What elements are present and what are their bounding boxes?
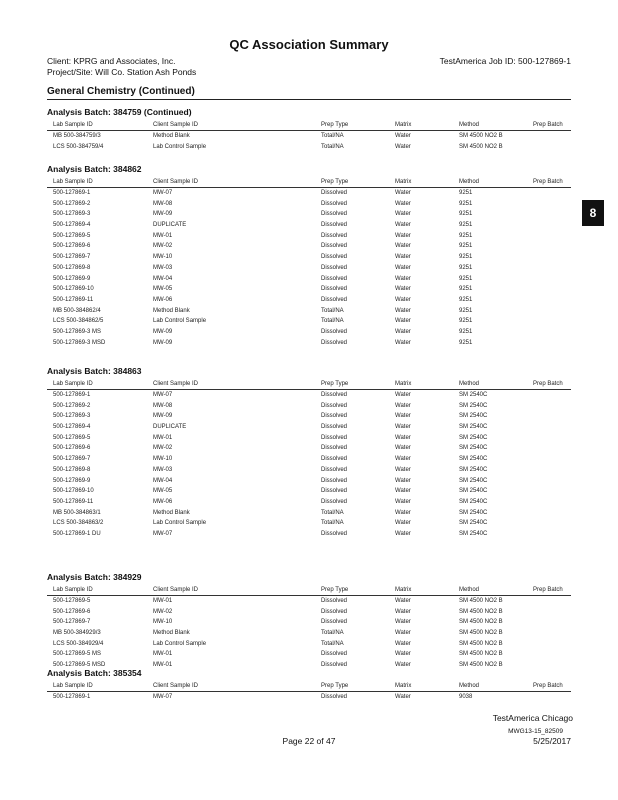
- table-row: [47, 411, 571, 422]
- cell-matrix: Water: [395, 286, 411, 293]
- cell-prep-type: Dissolved: [321, 651, 348, 658]
- cell-prep-type: Dissolved: [321, 598, 348, 604]
- cell-matrix: Water: [395, 640, 411, 647]
- cell-client-sample-id: MW-09: [153, 211, 173, 218]
- table-row: [47, 401, 571, 412]
- batch-title: Analysis Batch: 384863: [47, 366, 142, 376]
- cell-prep-type: Dissolved: [321, 456, 348, 463]
- cell-prep-type: Dissolved: [321, 608, 348, 615]
- cell-client-sample-id: MW-02: [153, 608, 173, 615]
- cell-prep-type: Total/NA: [321, 307, 344, 314]
- column-header-matrix: Matrix: [395, 381, 412, 387]
- cell-matrix: Water: [395, 264, 411, 271]
- cell-lab-sample-id: LCS 500-384929/4: [53, 640, 104, 647]
- table-row: [47, 497, 571, 508]
- cell-lab-sample-id: 500-127869-3 MS: [53, 328, 102, 335]
- cell-matrix: Water: [395, 296, 411, 303]
- column-header-prep-type: Prep Type: [321, 179, 349, 185]
- job-id: TestAmerica Job ID: 500-127869-1: [439, 56, 571, 66]
- cell-client-sample-id: MW-07: [153, 190, 173, 196]
- cell-prep-type: Dissolved: [321, 254, 348, 261]
- cell-prep-type: Dissolved: [321, 402, 348, 409]
- cell-matrix: Water: [395, 190, 411, 196]
- analysis-batch: [47, 365, 571, 540]
- section-title: General Chemistry (Continued): [47, 86, 195, 97]
- cell-method: SM 2540C: [459, 445, 488, 452]
- cell-client-sample-id: MW-05: [153, 286, 173, 293]
- cell-client-sample-id: Lab Control Sample: [153, 520, 207, 527]
- cell-matrix: Water: [395, 211, 411, 218]
- cell-method: 9251: [459, 275, 473, 282]
- cell-method: 9251: [459, 307, 473, 314]
- cell-prep-type: Dissolved: [321, 328, 348, 335]
- cell-matrix: Water: [395, 232, 411, 239]
- column-header-method: Method: [459, 587, 480, 593]
- cell-matrix: Water: [395, 456, 411, 463]
- cell-matrix: Water: [395, 598, 411, 604]
- table-row: [47, 518, 571, 529]
- column-header-lab-sample-id: Lab Sample ID: [53, 122, 93, 128]
- cell-lab-sample-id: 500-127869-10: [53, 286, 94, 293]
- cell-method: SM 2540C: [459, 488, 488, 495]
- cell-client-sample-id: MW-03: [153, 466, 173, 473]
- cell-method: 9251: [459, 318, 473, 325]
- cell-method: 9251: [459, 254, 473, 261]
- cell-method: 9251: [459, 190, 473, 196]
- column-header-client-sample-id: Client Sample ID: [153, 587, 199, 593]
- table-row: [47, 454, 571, 465]
- cell-client-sample-id: MW-06: [153, 296, 173, 303]
- table-row: [47, 596, 571, 607]
- table-row: [47, 508, 571, 519]
- column-header-matrix: Matrix: [395, 683, 412, 689]
- cell-lab-sample-id: LCS 500-384759/4: [53, 143, 104, 150]
- table-header-row: [47, 585, 571, 596]
- cell-matrix: Water: [395, 222, 411, 229]
- cell-client-sample-id: MW-09: [153, 328, 173, 335]
- cell-prep-type: Dissolved: [321, 488, 348, 495]
- cell-lab-sample-id: 500-127869-4: [53, 222, 91, 229]
- table-row: [47, 327, 571, 338]
- cell-client-sample-id: Lab Control Sample: [153, 143, 207, 150]
- table-row: [47, 241, 571, 252]
- cell-lab-sample-id: 500-127869-7: [53, 456, 91, 463]
- footer-lab-name: TestAmerica Chicago: [492, 713, 573, 723]
- cell-lab-sample-id: 500-127869-5 MSD: [53, 662, 106, 669]
- table-row: [47, 639, 571, 650]
- table-row: [47, 188, 571, 199]
- cell-method: SM 4500 NO2 B: [459, 133, 503, 139]
- cell-client-sample-id: MW-01: [153, 434, 173, 441]
- cell-prep-type: Total/NA: [321, 133, 344, 139]
- cell-matrix: Water: [395, 328, 411, 335]
- cell-matrix: Water: [395, 413, 411, 420]
- table-row: [47, 220, 571, 231]
- cell-client-sample-id: MW-07: [153, 530, 173, 537]
- cell-client-sample-id: Method Blank: [153, 509, 190, 516]
- section-tab-marker: 8: [582, 200, 604, 226]
- column-header-prep-type: Prep Type: [321, 587, 349, 593]
- cell-prep-type: Total/NA: [321, 630, 344, 637]
- cell-lab-sample-id: 500-127869-5: [53, 434, 91, 441]
- cell-client-sample-id: MW-07: [153, 694, 173, 700]
- cell-client-sample-id: MW-04: [153, 477, 173, 484]
- table-row: [47, 284, 571, 295]
- cell-matrix: Water: [395, 608, 411, 615]
- analysis-batch: [47, 163, 571, 348]
- table-row: [47, 486, 571, 497]
- table-header-row: [47, 120, 571, 131]
- cell-client-sample-id: MW-10: [153, 456, 173, 463]
- cell-client-sample-id: Method Blank: [153, 630, 190, 637]
- cell-matrix: Water: [395, 662, 411, 669]
- cell-client-sample-id: MW-01: [153, 662, 173, 669]
- cell-prep-type: Dissolved: [321, 200, 348, 207]
- cell-client-sample-id: MW-01: [153, 232, 173, 239]
- page-title: QC Association Summary: [229, 37, 389, 52]
- cell-matrix: Water: [395, 477, 411, 484]
- column-header-client-sample-id: Client Sample ID: [153, 381, 199, 387]
- column-header-prep-batch: Prep Batch: [533, 683, 563, 689]
- cell-method: SM 2540C: [459, 477, 488, 484]
- cell-matrix: Water: [395, 275, 411, 282]
- cell-prep-type: Total/NA: [321, 640, 344, 647]
- analysis-batch: [47, 667, 571, 703]
- cell-method: SM 4500 NO2 B: [459, 143, 503, 150]
- column-header-method: Method: [459, 122, 480, 128]
- cell-client-sample-id: Method Blank: [153, 307, 190, 314]
- analysis-batch: [47, 571, 571, 671]
- cell-client-sample-id: MW-02: [153, 243, 173, 250]
- cell-method: SM 2540C: [459, 392, 488, 398]
- cell-method: 9251: [459, 286, 473, 293]
- cell-client-sample-id: MW-08: [153, 200, 173, 207]
- client-block: [47, 56, 196, 78]
- table-row: [47, 316, 571, 327]
- cell-client-sample-id: MW-05: [153, 488, 173, 495]
- cell-method: SM 2540C: [459, 402, 488, 409]
- cell-lab-sample-id: 500-127869-8: [53, 466, 91, 473]
- cell-lab-sample-id: 500-127869-10: [53, 488, 94, 495]
- cell-method: 9251: [459, 243, 473, 250]
- cell-prep-type: Dissolved: [321, 662, 348, 669]
- cell-method: SM 4500 NO2 B: [459, 640, 503, 647]
- batch-title: Analysis Batch: 384759 (Continued): [47, 107, 192, 117]
- table-row: [47, 252, 571, 263]
- cell-client-sample-id: MW-07: [153, 392, 173, 398]
- cell-lab-sample-id: 500-127869-4: [53, 424, 91, 431]
- cell-matrix: Water: [395, 630, 411, 637]
- client-name: Client: KPRG and Associates, Inc.: [47, 56, 176, 66]
- cell-prep-type: Dissolved: [321, 264, 348, 271]
- column-header-lab-sample-id: Lab Sample ID: [53, 179, 93, 185]
- cell-method: SM 4500 NO2 B: [459, 619, 503, 626]
- cell-matrix: Water: [395, 318, 411, 325]
- column-header-prep-type: Prep Type: [321, 381, 349, 387]
- cell-prep-type: Dissolved: [321, 694, 348, 700]
- cell-matrix: Water: [395, 133, 411, 139]
- cell-matrix: Water: [395, 434, 411, 441]
- column-header-prep-batch: Prep Batch: [533, 381, 563, 387]
- cell-client-sample-id: MW-06: [153, 498, 173, 505]
- column-header-client-sample-id: Client Sample ID: [153, 683, 199, 689]
- cell-matrix: Water: [395, 339, 411, 346]
- column-header-prep-batch: Prep Batch: [533, 122, 563, 128]
- cell-lab-sample-id: 500-127869-9: [53, 477, 91, 484]
- cell-matrix: Water: [395, 402, 411, 409]
- cell-lab-sample-id: 500-127869-2: [53, 200, 91, 207]
- cell-lab-sample-id: 500-127869-6: [53, 243, 91, 250]
- cell-client-sample-id: DUPLICATE: [153, 424, 187, 431]
- cell-method: SM 4500 NO2 B: [459, 662, 503, 669]
- cell-method: SM 4500 NO2 B: [459, 608, 503, 615]
- cell-prep-type: Dissolved: [321, 339, 348, 346]
- cell-client-sample-id: MW-04: [153, 275, 173, 282]
- cell-lab-sample-id: MB 500-384863/1: [53, 509, 101, 516]
- cell-lab-sample-id: 500-127869-6: [53, 608, 91, 615]
- cell-lab-sample-id: 500-127869-8: [53, 264, 91, 271]
- table-row: [47, 443, 571, 454]
- project-site: Project/Site: Will Co. Station Ash Ponds: [47, 67, 197, 77]
- cell-client-sample-id: DUPLICATE: [153, 222, 187, 229]
- cell-method: SM 2540C: [459, 520, 488, 527]
- table-row: [47, 274, 571, 285]
- cell-matrix: Water: [395, 424, 411, 431]
- cell-client-sample-id: MW-09: [153, 413, 173, 420]
- cell-matrix: Water: [395, 619, 411, 626]
- cell-lab-sample-id: MB 500-384929/3: [53, 630, 101, 637]
- table-row: [47, 231, 571, 242]
- cell-method: SM 2540C: [459, 498, 488, 505]
- column-header-method: Method: [459, 683, 480, 689]
- cell-matrix: Water: [395, 694, 411, 700]
- cell-client-sample-id: MW-02: [153, 445, 173, 452]
- cell-lab-sample-id: 500-127869-5: [53, 232, 91, 239]
- cell-matrix: Water: [395, 488, 411, 495]
- column-header-method: Method: [459, 179, 480, 185]
- cell-lab-sample-id: MB 500-384862/4: [53, 307, 101, 314]
- document-code: MWG13-15_82509: [508, 728, 563, 735]
- table-header-row: [47, 379, 571, 390]
- column-header-prep-batch: Prep Batch: [533, 587, 563, 593]
- cell-matrix: Water: [395, 651, 411, 658]
- table-row: [47, 649, 571, 660]
- analysis-batch: [47, 106, 571, 152]
- cell-method: 9251: [459, 328, 473, 335]
- cell-matrix: Water: [395, 498, 411, 505]
- table-row: [47, 306, 571, 317]
- column-header-matrix: Matrix: [395, 179, 412, 185]
- cell-method: SM 2540C: [459, 530, 488, 537]
- cell-method: SM 4500 NO2 B: [459, 630, 503, 637]
- cell-client-sample-id: MW-10: [153, 254, 173, 261]
- cell-prep-type: Dissolved: [321, 477, 348, 484]
- cell-matrix: Water: [395, 466, 411, 473]
- cell-matrix: Water: [395, 254, 411, 261]
- column-header-prep-type: Prep Type: [321, 122, 349, 128]
- cell-client-sample-id: Lab Control Sample: [153, 318, 207, 325]
- batch-title: Analysis Batch: 384929: [47, 572, 142, 582]
- cell-prep-type: Total/NA: [321, 520, 344, 527]
- cell-prep-type: Dissolved: [321, 445, 348, 452]
- table-row: [47, 433, 571, 444]
- page-number: Page 22 of 47: [282, 736, 336, 746]
- table-row: [47, 529, 571, 540]
- table-row: [47, 617, 571, 628]
- cell-matrix: Water: [395, 530, 411, 537]
- cell-method: SM 2540C: [459, 413, 488, 420]
- table-row: [47, 607, 571, 618]
- cell-client-sample-id: MW-01: [153, 598, 173, 604]
- cell-prep-type: Dissolved: [321, 232, 348, 239]
- cell-prep-type: Dissolved: [321, 190, 348, 196]
- cell-client-sample-id: MW-08: [153, 402, 173, 409]
- cell-prep-type: Dissolved: [321, 530, 348, 537]
- table-row: [47, 390, 571, 401]
- column-header-lab-sample-id: Lab Sample ID: [53, 381, 93, 387]
- cell-lab-sample-id: 500-127869-1: [53, 190, 91, 196]
- cell-lab-sample-id: 500-127869-3 MSD: [53, 339, 106, 346]
- cell-lab-sample-id: 500-127869-1 DU: [53, 530, 101, 537]
- table-row: [47, 295, 571, 306]
- cell-prep-type: Dissolved: [321, 619, 348, 626]
- cell-method: 9251: [459, 211, 473, 218]
- cell-client-sample-id: Lab Control Sample: [153, 640, 207, 647]
- cell-method: SM 2540C: [459, 466, 488, 473]
- cell-prep-type: Dissolved: [321, 222, 348, 229]
- cell-lab-sample-id: 500-127869-6: [53, 445, 91, 452]
- cell-client-sample-id: MW-10: [153, 619, 173, 626]
- cell-matrix: Water: [395, 200, 411, 207]
- table-row: [47, 338, 571, 349]
- cell-prep-type: Dissolved: [321, 243, 348, 250]
- cell-lab-sample-id: 500-127869-3: [53, 413, 91, 420]
- cell-prep-type: Dissolved: [321, 466, 348, 473]
- table-row: [47, 465, 571, 476]
- cell-prep-type: Dissolved: [321, 424, 348, 431]
- batch-title: Analysis Batch: 385354: [47, 668, 142, 678]
- table-row: [47, 476, 571, 487]
- batch-title: Analysis Batch: 384862: [47, 164, 142, 174]
- cell-prep-type: Total/NA: [321, 509, 344, 516]
- column-header-prep-type: Prep Type: [321, 683, 349, 689]
- section-divider: [47, 99, 571, 100]
- column-header-method: Method: [459, 381, 480, 387]
- cell-lab-sample-id: 500-127869-7: [53, 619, 91, 626]
- table-header-row: [47, 681, 571, 692]
- cell-method: 9251: [459, 296, 473, 303]
- cell-lab-sample-id: 500-127869-11: [53, 498, 94, 505]
- cell-prep-type: Total/NA: [321, 143, 344, 150]
- cell-client-sample-id: MW-09: [153, 339, 173, 346]
- cell-prep-type: Dissolved: [321, 413, 348, 420]
- cell-method: SM 2540C: [459, 509, 488, 516]
- table-row: [47, 142, 571, 153]
- table-row: [47, 692, 571, 703]
- column-header-lab-sample-id: Lab Sample ID: [53, 683, 93, 689]
- table-row: [47, 263, 571, 274]
- cell-lab-sample-id: 500-127869-7: [53, 254, 91, 261]
- table-header-row: [47, 177, 571, 188]
- table-row: [47, 131, 571, 142]
- cell-lab-sample-id: MB 500-384759/3: [53, 133, 101, 139]
- cell-method: 9251: [459, 232, 473, 239]
- cell-matrix: Water: [395, 509, 411, 516]
- cell-matrix: Water: [395, 520, 411, 527]
- column-header-lab-sample-id: Lab Sample ID: [53, 587, 93, 593]
- cell-lab-sample-id: 500-127869-5: [53, 598, 91, 604]
- cell-prep-type: Dissolved: [321, 286, 348, 293]
- cell-matrix: Water: [395, 392, 411, 398]
- column-header-client-sample-id: Client Sample ID: [153, 179, 199, 185]
- cell-prep-type: Dissolved: [321, 434, 348, 441]
- cell-matrix: Water: [395, 445, 411, 452]
- table-row: [47, 422, 571, 433]
- cell-lab-sample-id: 500-127869-1: [53, 694, 91, 700]
- cell-lab-sample-id: 500-127869-3: [53, 211, 91, 218]
- cell-lab-sample-id: 500-127869-1: [53, 392, 91, 398]
- cell-matrix: Water: [395, 307, 411, 314]
- cell-client-sample-id: MW-01: [153, 651, 173, 658]
- cell-matrix: Water: [395, 143, 411, 150]
- cell-method: 9038: [459, 694, 473, 700]
- cell-method: SM 2540C: [459, 456, 488, 463]
- table-row: [47, 199, 571, 210]
- column-header-matrix: Matrix: [395, 122, 412, 128]
- column-header-matrix: Matrix: [395, 587, 412, 593]
- cell-method: SM 4500 NO2 B: [459, 598, 503, 604]
- cell-method: 9251: [459, 200, 473, 207]
- column-header-prep-batch: Prep Batch: [533, 179, 563, 185]
- cell-prep-type: Total/NA: [321, 318, 344, 325]
- table-row: [47, 628, 571, 639]
- cell-method: 9251: [459, 339, 473, 346]
- cell-client-sample-id: MW-03: [153, 264, 173, 271]
- cell-lab-sample-id: 500-127869-9: [53, 275, 91, 282]
- table-row: [47, 209, 571, 220]
- cell-lab-sample-id: LCS 500-384862/5: [53, 318, 104, 325]
- cell-lab-sample-id: 500-127869-2: [53, 402, 91, 409]
- cell-method: 9251: [459, 222, 473, 229]
- cell-prep-type: Dissolved: [321, 275, 348, 282]
- cell-prep-type: Dissolved: [321, 392, 348, 398]
- cell-prep-type: Dissolved: [321, 498, 348, 505]
- cell-method: SM 4500 NO2 B: [459, 651, 503, 658]
- cell-lab-sample-id: 500-127869-5 MS: [53, 651, 102, 658]
- column-header-client-sample-id: Client Sample ID: [153, 122, 199, 128]
- cell-method: SM 2540C: [459, 424, 488, 431]
- cell-matrix: Water: [395, 243, 411, 250]
- cell-method: 9251: [459, 264, 473, 271]
- cell-method: SM 2540C: [459, 434, 488, 441]
- cell-lab-sample-id: 500-127869-11: [53, 296, 94, 303]
- cell-lab-sample-id: LCS 500-384863/2: [53, 520, 104, 527]
- cell-client-sample-id: Method Blank: [153, 133, 190, 139]
- cell-prep-type: Dissolved: [321, 296, 348, 303]
- print-date: 5/25/2017: [533, 736, 571, 746]
- cell-prep-type: Dissolved: [321, 211, 348, 218]
